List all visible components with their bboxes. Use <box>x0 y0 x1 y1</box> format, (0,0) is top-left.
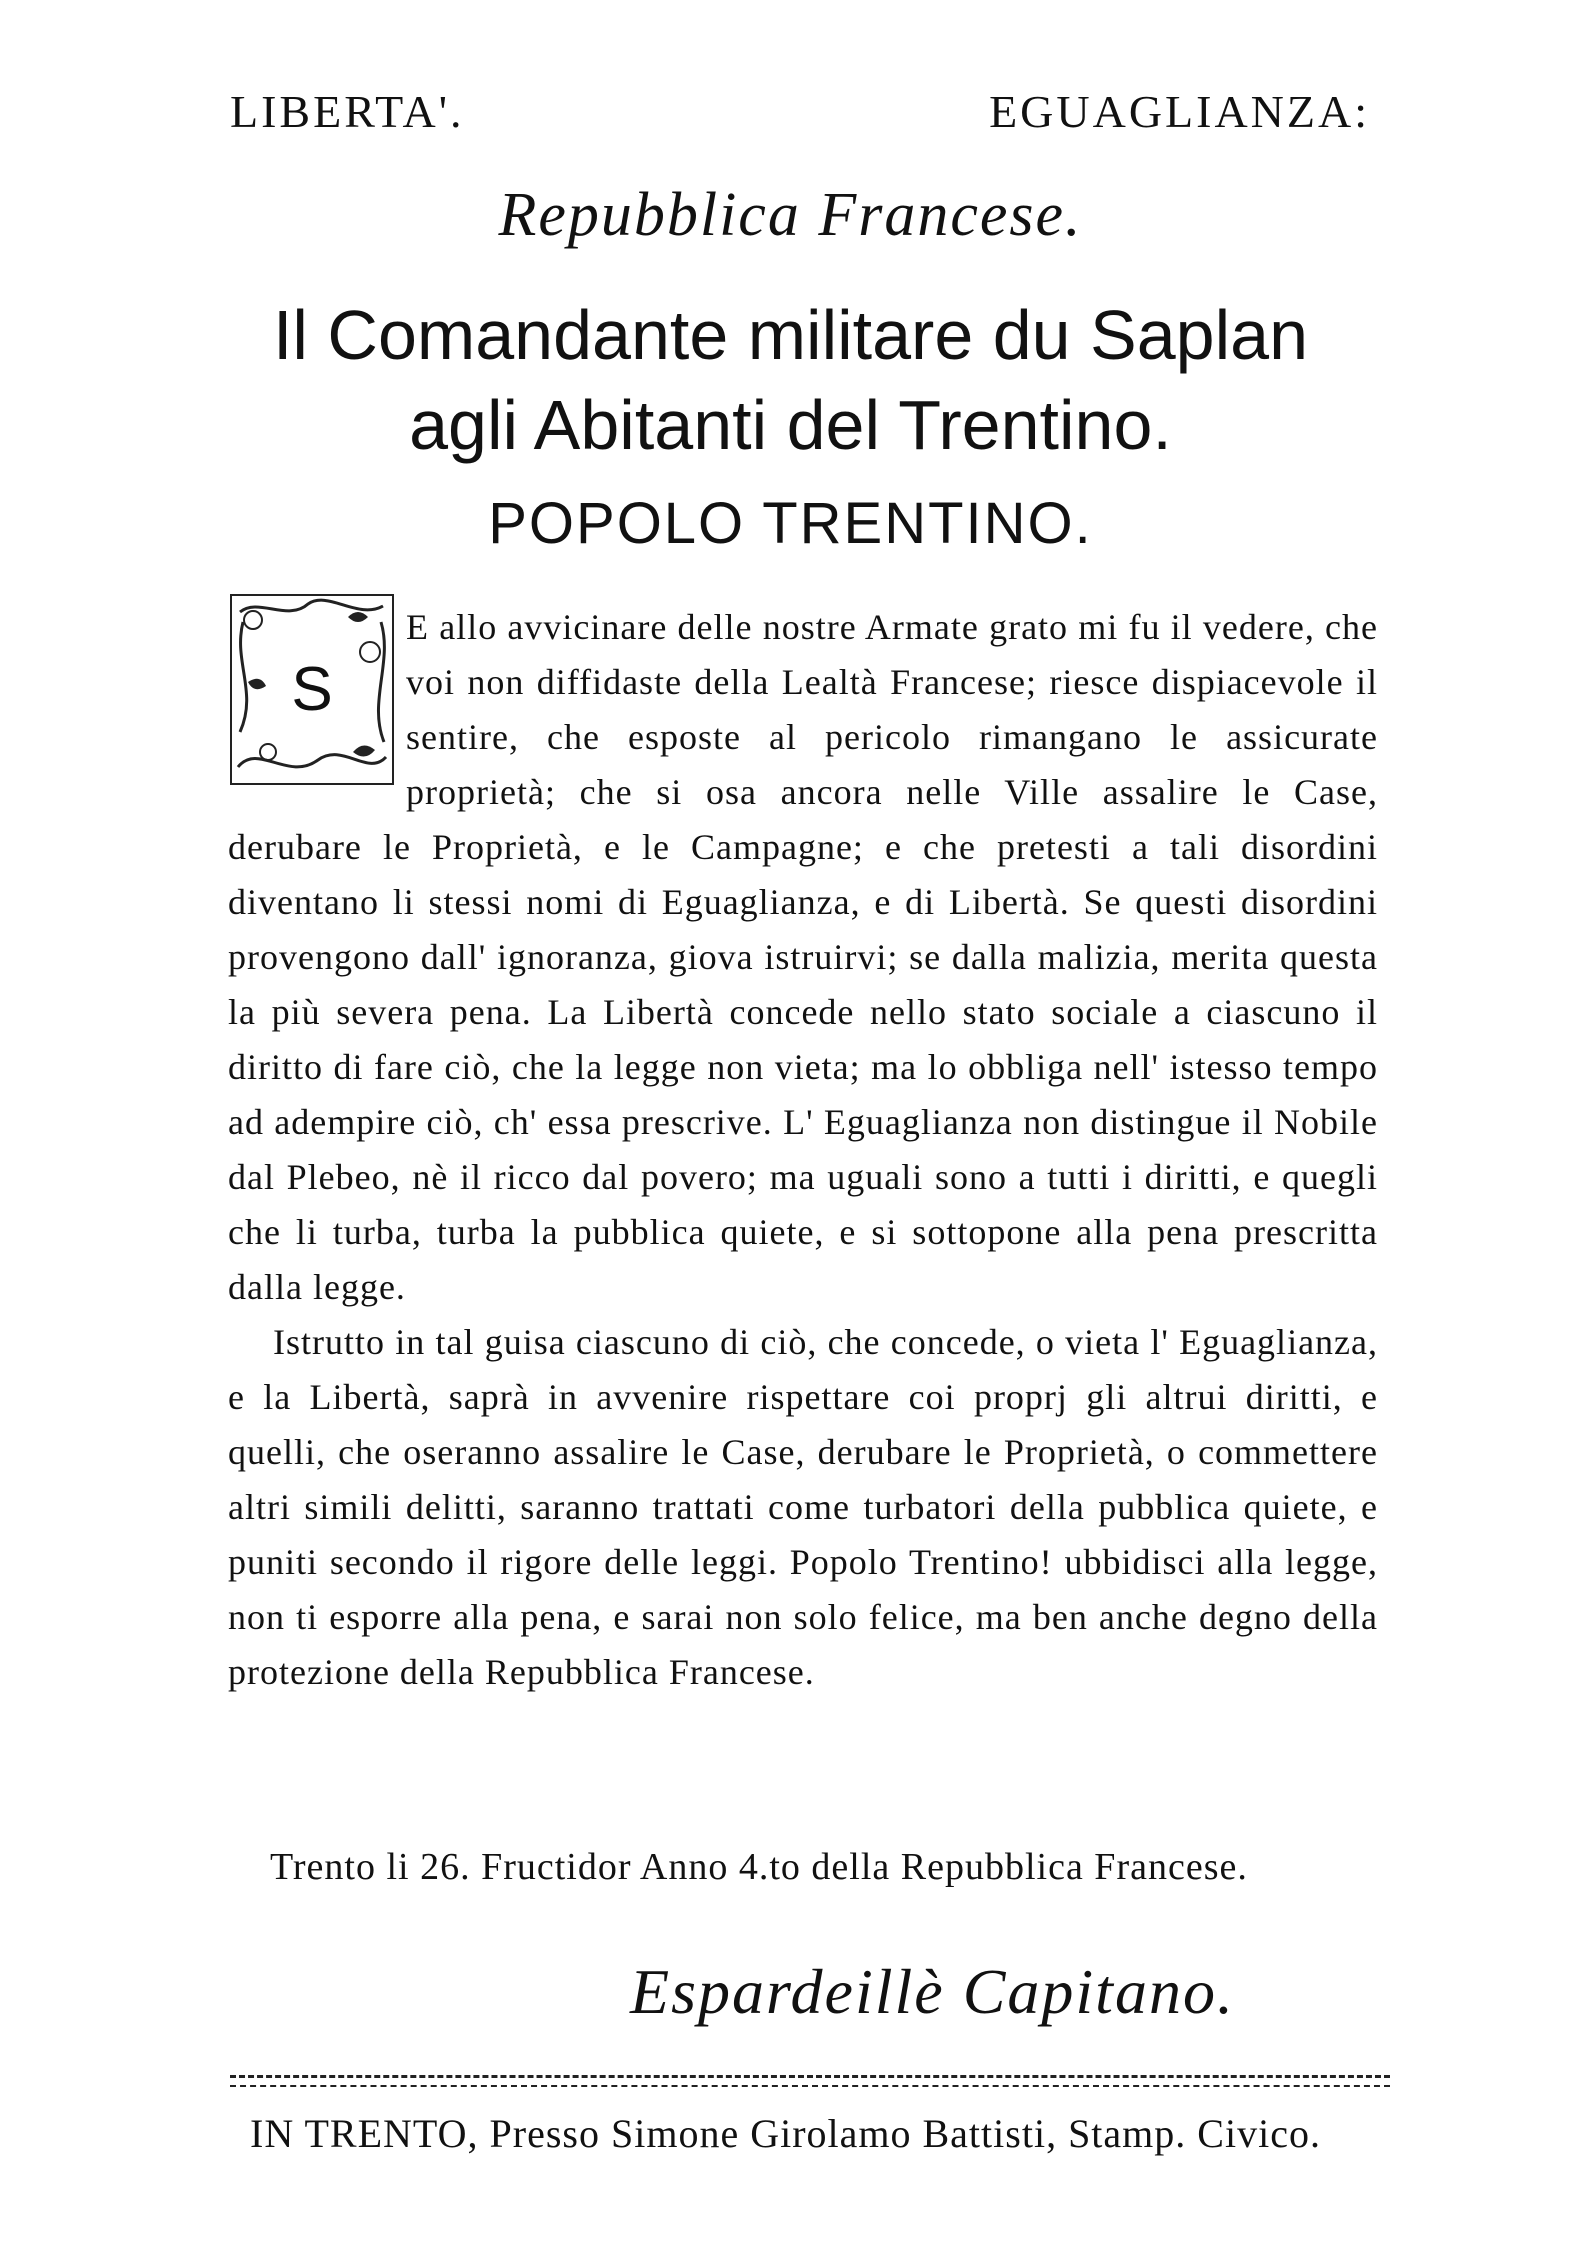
title-line-1: Il Comandante militare du Saplan <box>272 296 1309 374</box>
printer-imprint: IN TRENTO, Presso Simone Girolamo Battisti, Stamp. Civico. <box>250 2111 1321 2156</box>
address-heading: POPOLO TRENTINO. <box>488 491 1093 556</box>
paragraph-2: Istrutto in tal guisa ciascuno di ciò, che concede, o vieta l' Eguaglianza, e la Libertà, saprà in avvenire rispettare coi proprj gli altrui diritti, e quelli, che oseranno assalire le Case, derubare le Proprietà, o commettere altri simili delitti, saranno trattati come turbatori della pubblica quiete, e puniti secondo il rigore delle leggi. Popolo Trentino! ubbidisci alla legge, non ti esporre alla pena, e sarai non solo felice, ma ben anche degno della protezione della Repubblica Francese. <box>228 1322 1378 1692</box>
page-title <box>0 290 1581 470</box>
motto-liberty: LIBERTA'. <box>230 86 465 137</box>
initial-letter: S <box>291 655 333 724</box>
signature: Espardeillè Capitano. <box>630 1956 1235 2027</box>
paragraph-1: E allo avvicinare delle nostre Armate grato mi fu il vedere, che voi non diffidaste della Lealtà Francese; riesce dispiacevole il sentire, che esposte al pericolo rimangano le assicurate proprietà; che si osa ancora nelle Ville assalire le Case, derubare le Proprietà, e le Campagne; e che pretesti a tali disordini diventano li stessi nomi di Eguaglianza, e di Libertà. Se questi disordini provengono dall' ignoranza, giova istruirvi; se dalla malizia, merita questa la più severa pena. La Libertà concede nello stato sociale a ciascuno il diritto di fare ciò, che la legge non vieta; ma lo obbliga nell' istesso tempo ad adempire ciò, ch' essa prescrive. L' Eguaglianza non distingue il Nobile dal Plebeo, nè il ricco dal povero; ma uguali sono a tutti i diritti, e quegli che li turba, turba la pubblica quiete, e si sottopone alla pena prescritta dalla legge. <box>228 607 1378 1307</box>
motto-row <box>230 85 1370 165</box>
date-line: Trento li 26. Fructidor Anno 4.to della Repubblica Francese. <box>270 1846 1248 1888</box>
divider-rule-secondary <box>230 2085 1390 2087</box>
divider-rule <box>230 2075 1390 2078</box>
motto-equality: EGUAGLIANZA: <box>989 86 1370 137</box>
proclamation-body <box>228 600 1378 1700</box>
republic-heading: Repubblica Francese. <box>498 181 1083 249</box>
title-line-2: agli Abitanti del Trentino. <box>409 386 1172 464</box>
